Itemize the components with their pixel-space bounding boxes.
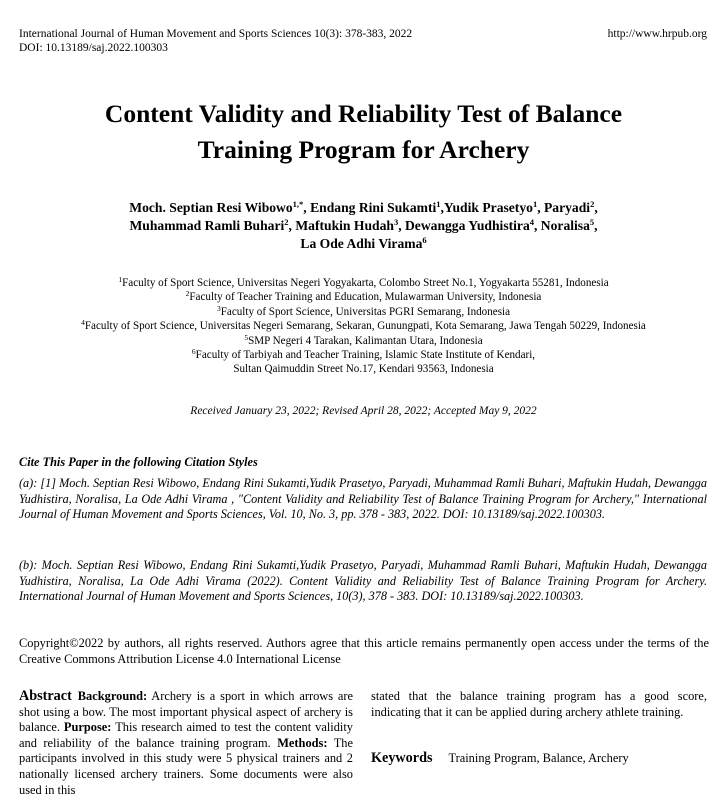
affiliation-mark: 2 [185, 289, 190, 299]
methods-text: The participants involved in this study were 5 physical trainers and 2 nationally licensed archery trainers. Some documents were also used in this [19, 735, 353, 797]
abstract-heading: Abstract [19, 688, 72, 704]
affiliation-mark: 4 [81, 318, 85, 328]
background-text: Archery is a sport in which arrows are shot using a bow. The most important physical aspect of archery is balance. [19, 689, 353, 735]
citation-style-b: (b): Moch. Septian Resi Wibowo, Endang Rini Sukamti,Yudik Prasetyo, Paryadi, Muhammad Ramli Buhari, Maftukin Hudah, Dewangga Yudhistira, Noralisa, La Ode Adhi Virama (2022). Content Validity and Reliability Test of Balance Training Program for Archery. International Journal of Human Movement and Sports Sciences, 10(3), 378 - 383. DOI: 10.13189/saj.2022.100303. [19, 558, 707, 604]
author-name: , Maftukin Hudah [288, 218, 394, 233]
author-affil-mark: 2 [590, 199, 595, 209]
author-affil-mark: 1 [436, 199, 441, 209]
author-line-3 [0, 235, 727, 253]
affiliation [0, 305, 727, 319]
affiliation-text: SMP Negeri 4 Tarakan, Kalimantan Utara, Indonesia [248, 334, 483, 347]
citation-style-a: (a): [1] Moch. Septian Resi Wibowo, Endang Rini Sukamti,Yudik Prasetyo, Paryadi, Muhammad Ramli Buhari, Maftukin Hudah, Dewangga Yudhistira, Noralisa, La Ode Adhi Virama , "Content Validity and Reliability Test of Balance Training Program for Archery," International Journal of Human Movement and Sports Sciences, Vol. 10, No. 3, pp. 378 - 383, 2022. DOI: 10.13189/saj.2022.100303. [19, 476, 707, 522]
citation-heading: Cite This Paper in the following Citation Styles [19, 455, 258, 469]
affiliation [0, 319, 727, 333]
affiliation-list [0, 276, 727, 377]
author-affil-mark: 6 [422, 235, 427, 245]
affiliation-mark: 3 [216, 303, 221, 313]
methods-label: Methods: [277, 735, 328, 750]
keywords-heading: Keywords [371, 750, 433, 766]
affiliation [0, 290, 727, 304]
author-name: ,Yudik Prasetyo [440, 200, 533, 215]
author-line-1 [0, 199, 727, 217]
journal-url[interactable]: http://www.hrpub.org [607, 28, 707, 40]
journal-doi: DOI: 10.13189/saj.2022.100303 [19, 42, 168, 54]
author-separator: , [594, 200, 598, 215]
title-line-2: Training Program for Archery [197, 135, 530, 164]
keywords [371, 750, 629, 767]
author-name: Moch. Septian Resi Wibowo [129, 200, 293, 215]
abstract-right-column: stated that the balance training program has a good score, indicating that it can be applied during archery athlete training. [371, 689, 707, 719]
journal-header [19, 27, 412, 55]
affiliation-text: Faculty of Teacher Training and Education, Mulawarman University, Indonesia [189, 291, 542, 304]
author-affil-mark: 1,* [292, 199, 304, 209]
affiliation [0, 334, 727, 348]
keywords-text: Training Program, Balance, Archery [448, 751, 629, 765]
author-name: , Dewangga Yudhistira [398, 218, 530, 233]
affiliation-text: Faculty of Sport Science, Universitas Negeri Semarang, Sekaran, Gunungpati, Kota Semarang, Jawa Tengah 50229, Indonesia [84, 320, 646, 333]
affiliation [0, 276, 727, 290]
background-label: Background: [77, 689, 148, 703]
author-separator: , [594, 218, 598, 233]
author-affil-mark: 4 [529, 217, 534, 227]
author-affil-mark: 5 [589, 217, 595, 227]
author-name: Muhammad Ramli Buhari [129, 218, 285, 233]
affiliation-text: Sultan Qaimuddin Street No.17, Kendari 93563, Indonesia [233, 363, 494, 376]
affiliation [0, 362, 727, 376]
affiliation-mark: 1 [118, 275, 123, 284]
author-name: , Endang Rini Sukamti [303, 200, 437, 215]
purpose-label: Purpose: [63, 720, 112, 735]
author-affil-mark: 2 [284, 217, 289, 227]
copyright-notice: Copyright©2022 by authors, all rights reserved. Authors agree that this article remains permanently open access under the terms of the Creative Commons Attribution License 4.0 International License [19, 636, 709, 666]
author-affil-mark: 3 [393, 217, 399, 227]
purpose-text: This research aimed to test the content validity and reliability of the balance training program. [19, 720, 353, 750]
abstract-left-column [19, 689, 353, 798]
affiliation-text: Faculty of Tarbiyah and Teacher Training, Islamic State Institute of Kendari, [195, 349, 536, 362]
affiliation-mark: 6 [191, 347, 196, 357]
author-name: , Noralisa [534, 218, 590, 233]
received-dates: Received January 23, 2022; Revised April 28, 2022; Accepted May 9, 2022 [190, 405, 537, 417]
author-affil-mark: 1 [532, 199, 538, 209]
title-line-1: Content Validity and Reliability Test of Balance [104, 99, 623, 128]
affiliation-text: Faculty of Sport Science, Universitas Negeri Yogyakarta, Colombo Street No.1, Yogyakarta 55281, Indonesia [122, 277, 609, 289]
author-name: , Paryadi [537, 200, 591, 215]
paper-title [0, 96, 727, 168]
affiliation [0, 348, 727, 362]
author-line-2 [0, 217, 727, 235]
journal-name: International Journal of Human Movement and Sports Sciences 10(3): 378-383, 2022 [19, 28, 413, 40]
affiliation-text: Faculty of Sport Science, Universitas PGRI Semarang, Indonesia [220, 305, 511, 318]
author-name: La Ode Adhi Virama [300, 236, 423, 251]
author-list [0, 199, 727, 253]
affiliation-mark: 5 [244, 332, 249, 342]
